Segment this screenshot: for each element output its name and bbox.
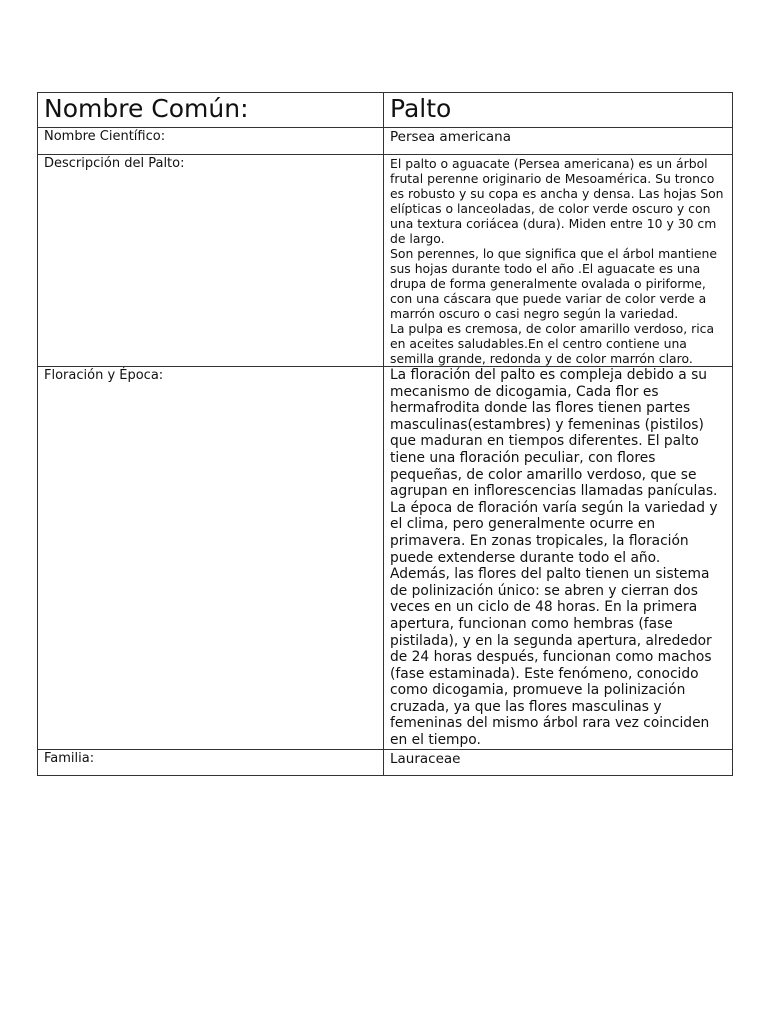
- cell-scientific-name-label: [38, 128, 384, 155]
- common-name-label: Nombre Común:: [44, 94, 249, 123]
- table-row-description: [38, 155, 733, 367]
- cell-description-label: [38, 155, 384, 367]
- table-row-flowering: [38, 367, 733, 750]
- description-text: [390, 155, 726, 366]
- description-label: Descripción del Palto:: [44, 156, 185, 171]
- description-paragraph-1: El palto o aguacate (Persea americana) es un árbol frutal perenne originario de Mesoamérica. Su tronco es robusto y su copa es ancha y densa. Las hojas Son elípticas o lanceoladas, de color verde oscuro y con una textura coriácea (dura). Miden entre 10 y 30 cm de largo.: [390, 156, 724, 246]
- flowering-label: Floración y Época:: [44, 368, 164, 383]
- palto-info-table: [37, 92, 733, 776]
- cell-common-name-label: [38, 93, 384, 128]
- scientific-name-label: Nombre Científico:: [44, 129, 166, 144]
- flowering-paragraph-1: La floración del palto es compleja debido a su mecanismo de dicogamia, Cada flor es hermafrodita donde las flores tienen partes masculinas(estambres) y femeninas (pistilos) que maduran en tiempos diferentes. El palto tiene una floración peculiar, con flores pequeñas, de color amarillo verdoso, que se agrupan en inflorescencias llamadas panículas. La época de floración varía según la variedad y el clima, pero generalmente ocurre en primavera. En zonas tropicales, la floración puede extenderse durante todo el año.: [390, 367, 718, 566]
- description-paragraph-2: Son perennes, lo que significa que el árbol mantiene sus hojas durante todo el año .El aguacate es una drupa de forma generalmente ovalada o piriforme, con una cáscara que puede variar de color verde a marrón oscuro o casi negro según la variedad.: [390, 246, 717, 321]
- cell-scientific-name-value: [384, 128, 733, 155]
- cell-family-label: [38, 749, 384, 775]
- family-value: Lauraceae: [390, 750, 461, 767]
- cell-description-value: [384, 155, 733, 367]
- description-paragraph-3: La pulpa es cremosa, de color amarillo verdoso, rica en aceites saludables.En el centro contiene una semilla grande, redonda y de color marrón claro.: [390, 321, 715, 366]
- flowering-text: [390, 367, 726, 749]
- cell-flowering-label: [38, 367, 384, 750]
- cell-flowering-value: [384, 367, 733, 750]
- table-row-family: [38, 749, 733, 775]
- cell-family-value: [384, 749, 733, 775]
- table-row-scientific-name: [38, 128, 733, 155]
- table-row-common-name: [38, 93, 733, 128]
- cell-common-name-value: [384, 93, 733, 128]
- family-label: Familia:: [44, 750, 95, 766]
- scientific-name-value: Persea americana: [390, 129, 511, 145]
- flowering-paragraph-2: Además, las flores del palto tienen un sistema de polinización único: se abren y cierran dos veces en un ciclo de 48 horas. En la primera apertura, funcionan como hembras (fase pistilada), y en la segunda apertura, alrededor de 24 horas después, funcionan como machos (fase estaminada). Este fenómeno, conocido como dicogamia, promueve la polinización cruzada, ya que las flores masculinas y femeninas del mismo árbol rara vez coinciden en el tiempo.: [390, 566, 712, 749]
- common-name-value: Palto: [390, 94, 452, 123]
